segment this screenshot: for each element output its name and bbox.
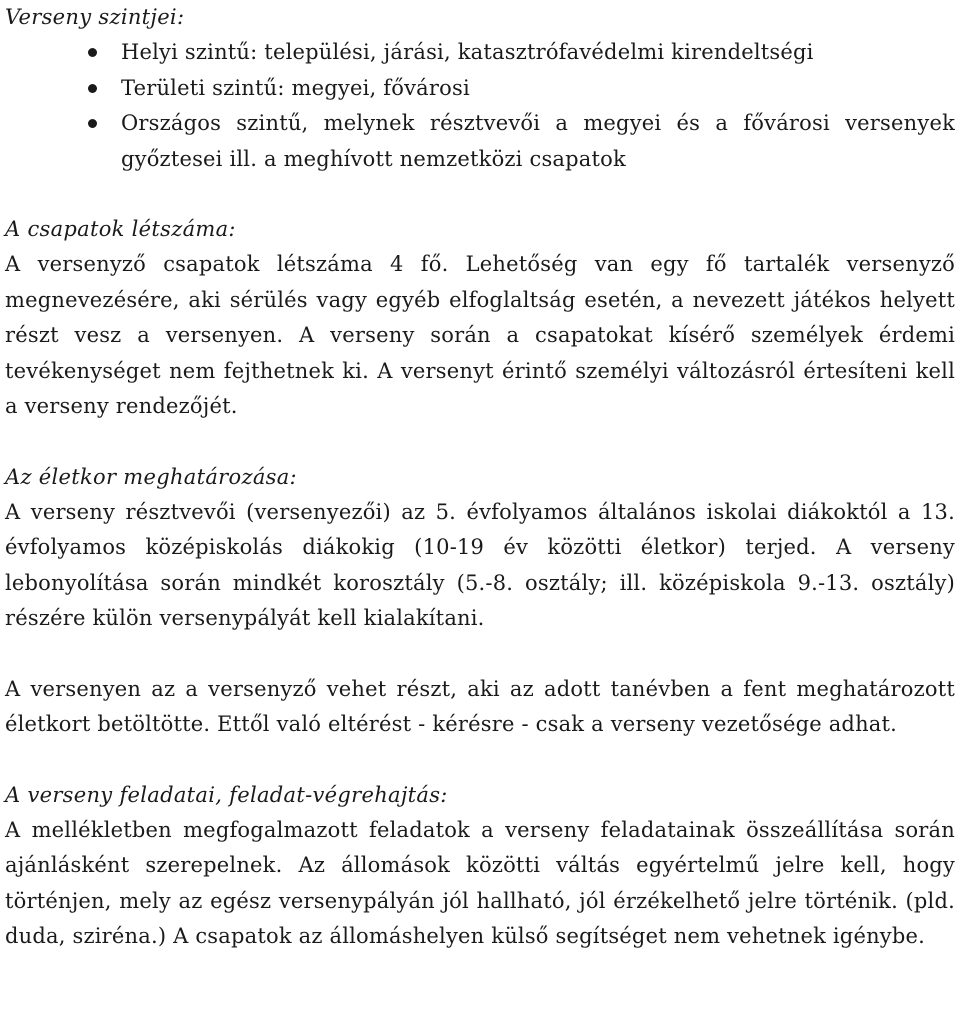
spacer [5, 425, 955, 460]
bullet-icon [88, 84, 97, 93]
tasks-paragraph: A mellékletben megfogalmazott feladatok a verseny feladatainak összeállítása során ajánlásként szerepelnek. Az állomások közötti váltás egyértelmű jelre kell, hogy történjen, mely az egész versenypályán jól hallható, jól érzékelhető jelre történik. (pld. duda, sziréna.) A csapatok az állomáshelyen külső segítséget nem vehetnek igénybe. [5, 817, 955, 948]
bullet-icon [88, 119, 97, 128]
team-size-paragraph: A versenyző csapatok létszáma 4 fő. Lehetőség van egy fő tartalék versenyző megnevezésére, aki sérülés vagy egyéb elfoglaltság esetén, a nevezett játékos helyett részt vesz a versenyen. A verseny során a csapatokat kísérő személyek érdemi tevékenységet nem fejthetnek ki. A versenyt érintő személyi változásról értesíteni kell a verseny rendezőjét. [5, 252, 955, 418]
spacer [5, 743, 955, 778]
spacer [5, 177, 955, 212]
document-page [5, 0, 955, 955]
spacer [5, 637, 955, 672]
section-heading-tasks: A verseny feladatai, feladat-végrehajtás: [5, 782, 448, 807]
age-paragraph: A verseny résztvevői (versenyezői) az 5. évfolyamos általános iskolai diákoktól a 13. évfolyamos középiskolás diákokig (10-19 év közötti életkor) terjed. A verseny lebonyolítása során mindkét korosztály (5.-8. osztály; ill. középiskola 9.-13. osztály) részére külön versenypályát kell kialakítani. [5, 499, 955, 630]
list-item [5, 106, 955, 177]
bullet-icon [88, 48, 97, 57]
age-paragraph-2: A versenyen az a versenyző vehet részt, aki az adott tanévben a fent meghatározott életkort betöltötte. Ettől való eltérést - kérésre - csak a verseny vezetősége adhat. [5, 676, 955, 736]
section-heading-levels: Verseny szintjei: [5, 5, 185, 29]
list-item-text: Országos szintű, melynek résztvevői a megyei és a fővárosi versenyek győztesei ill. a meghívott nemzetközi csapatok [121, 111, 955, 171]
section-heading-age: Az életkor meghatározása: [5, 464, 297, 489]
list-item [5, 35, 955, 71]
section-heading-team-size: A csapatok létszáma: [5, 217, 236, 241]
levels-list [5, 35, 955, 177]
list-item-text: Helyi szintű: települési, járási, katasztrófavédelmi kirendeltségi [121, 40, 814, 64]
list-item [5, 71, 955, 107]
list-item-text: Területi szintű: megyei, fővárosi [121, 75, 470, 100]
